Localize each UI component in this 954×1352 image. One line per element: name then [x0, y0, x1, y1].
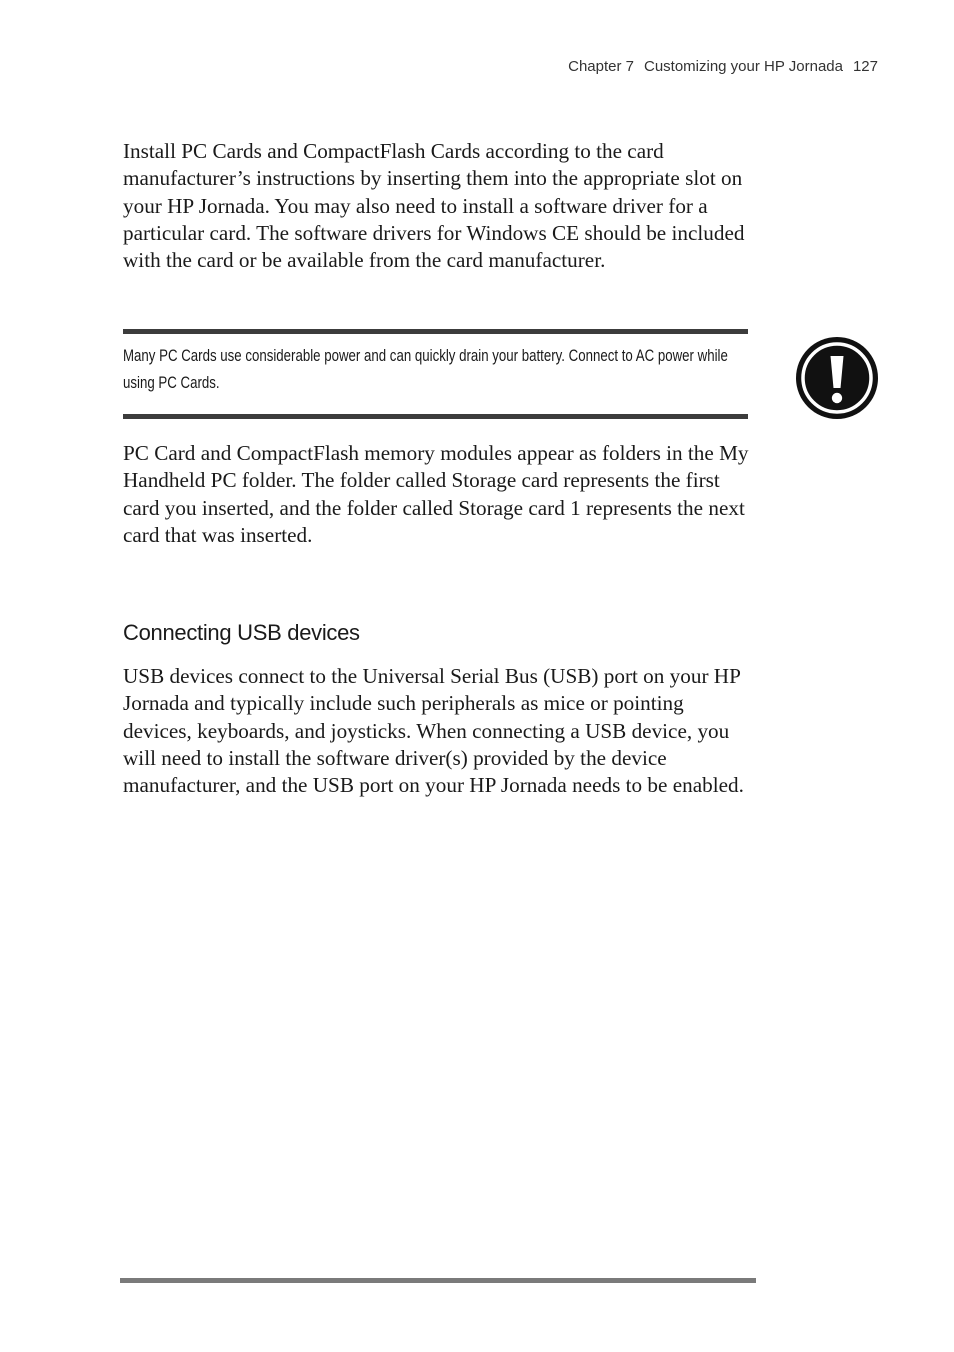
paragraph-pc-cards-install: Install PC Cards and CompactFlash Cards according to the card manufacturer’s instructions by inserting them into the appropriate slot on your HP Jornada. You may also need to install a software driver for a particular card. The software drivers for Windows CE should be included with the card or be available from the card manufacturer. — [123, 139, 745, 273]
note-text: Many PC Cards use considerable power and can quickly drain your battery. Connect to AC power while using PC Cards. — [123, 346, 728, 392]
note-bottom-rule — [123, 414, 748, 419]
footer-rule — [120, 1278, 756, 1283]
page-number: 127 — [852, 58, 878, 75]
paragraph-memory-modules: PC Card and CompactFlash memory modules appear as folders in the My Handheld PC folder. The folder called Storage card represents the first card you inserted, and the folder called Storage card 1 represents the next card that was inserted. — [123, 441, 749, 547]
running-header — [568, 58, 878, 75]
paragraph-usb-devices: USB devices connect to the Universal Serial Bus (USB) port on your HP Jornada and typically include such peripherals as mice or pointing devices, keyboards, and joysticks. When connecting a USB device, you will need to install the software driver(s) provided by the device manufacturer, and the USB port on your HP Jornada needs to be enabled. — [123, 664, 744, 798]
chapter-label: Chapter 7 — [568, 58, 634, 75]
chapter-title: Customizing your HP Jornada — [643, 58, 843, 75]
exclamation-warning-icon — [795, 336, 879, 420]
note-top-rule — [123, 329, 748, 334]
section-heading-usb: Connecting USB devices — [123, 620, 360, 645]
